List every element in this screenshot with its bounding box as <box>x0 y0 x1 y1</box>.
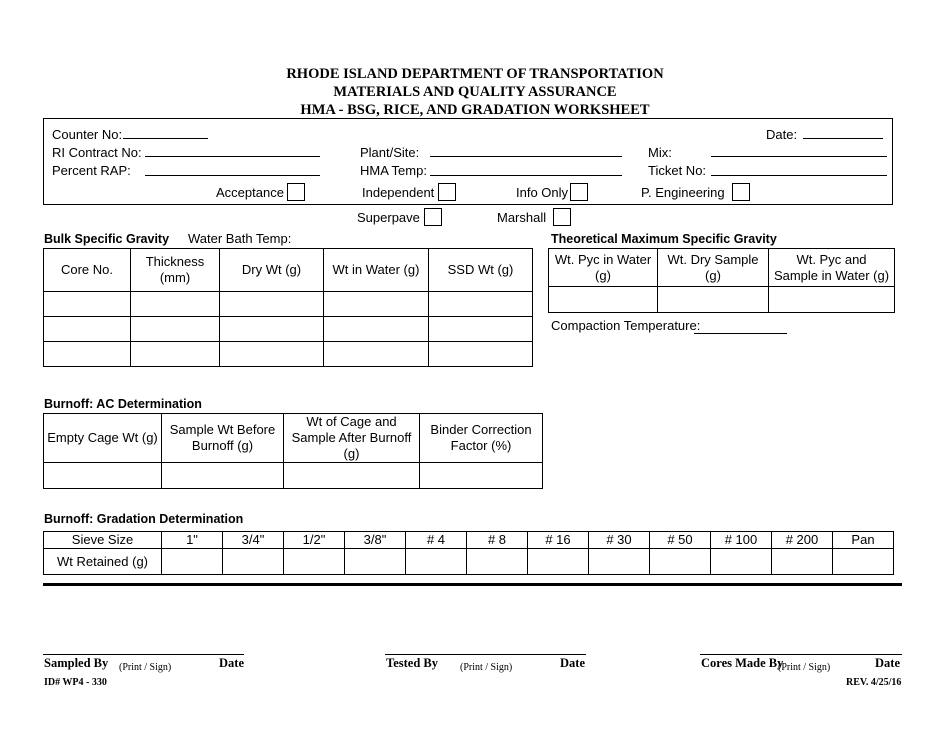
sieve-header-cell: 3/8" <box>345 532 406 549</box>
sampled-by-line[interactable] <box>43 654 244 655</box>
marshall-checkbox[interactable] <box>553 208 571 226</box>
mix-label: Mix: <box>648 145 672 160</box>
ac-header-cell: Empty Cage Wt (g) <box>44 414 162 463</box>
compaction-temp-field[interactable] <box>694 333 787 334</box>
ac-header-cell: Binder Correction Factor (%) <box>420 414 543 463</box>
cores-made-by-line[interactable] <box>700 654 902 655</box>
date-label: Date: <box>766 127 798 142</box>
bsg-cell[interactable] <box>429 317 533 342</box>
sieve-size-row <box>44 532 894 549</box>
sieve-header-cell: 1" <box>162 532 223 549</box>
wt-retained-label: Wt Retained (g) <box>44 549 162 575</box>
sieve-header-cell: 3/4" <box>223 532 284 549</box>
ac-cell[interactable] <box>284 463 420 489</box>
ac-header-row <box>44 414 543 463</box>
ac-header-cell: Sample Wt Before Burnoff (g) <box>162 414 284 463</box>
percent-rap-label: Percent RAP: <box>52 163 131 178</box>
bsg-header-row <box>44 249 533 292</box>
tmsg-cell[interactable] <box>549 287 658 313</box>
ac-cell[interactable] <box>44 463 162 489</box>
plant-site-field[interactable] <box>430 156 622 157</box>
bsg-cell[interactable] <box>44 292 131 317</box>
bsg-cell[interactable] <box>131 317 220 342</box>
gradation-title: Burnoff: Gradation Determination <box>44 512 244 526</box>
percent-rap-field[interactable] <box>145 175 320 176</box>
tested-by-date-label: Date <box>560 656 585 670</box>
tested-by-print-sign: (Print / Sign) <box>460 662 513 673</box>
wt-retained-cell[interactable] <box>162 549 223 575</box>
date-field[interactable] <box>803 138 883 139</box>
title-line-1: RHODE ISLAND DEPARTMENT OF TRANSPORTATION <box>286 66 664 82</box>
wt-retained-cell[interactable] <box>223 549 284 575</box>
bsg-cell[interactable] <box>324 317 429 342</box>
bsg-header-cell: SSD Wt (g) <box>429 249 533 292</box>
wt-retained-cell[interactable] <box>467 549 528 575</box>
ac-header-cell: Wt of Cage and Sample After Burnoff (g) <box>284 414 420 463</box>
bsg-cell[interactable] <box>131 342 220 367</box>
superpave-label: Superpave <box>357 210 420 225</box>
cores-made-by-print-sign: (Print / Sign) <box>778 662 831 673</box>
sampled-by-label: Sampled By <box>44 656 109 670</box>
revision-date: REV. 4/25/16 <box>846 677 902 688</box>
ac-table <box>43 413 543 489</box>
bsg-cell[interactable] <box>324 342 429 367</box>
acceptance-checkbox[interactable] <box>287 183 305 201</box>
info-only-label: Info Only <box>516 185 569 200</box>
wt-retained-cell[interactable] <box>711 549 772 575</box>
bsg-cell[interactable] <box>220 292 324 317</box>
table-row <box>44 463 543 489</box>
wt-retained-row <box>44 549 894 575</box>
bsg-cell[interactable] <box>131 292 220 317</box>
ac-title: Burnoff: AC Determination <box>44 397 202 411</box>
wt-retained-cell[interactable] <box>589 549 650 575</box>
mix-field[interactable] <box>711 156 887 157</box>
sieve-header-cell: # 8 <box>467 532 528 549</box>
wt-retained-cell[interactable] <box>284 549 345 575</box>
compaction-temp-label: Compaction Temperature: <box>551 318 701 333</box>
water-bath-temp-label: Water Bath Temp: <box>188 231 292 246</box>
sampled-by-print-sign: (Print / Sign) <box>119 662 172 673</box>
bsg-cell[interactable] <box>44 342 131 367</box>
ri-contract-no-label: RI Contract No: <box>52 145 142 160</box>
cores-made-by-label: Cores Made By <box>701 656 784 670</box>
hma-temp-field[interactable] <box>430 175 622 176</box>
gradation-table <box>43 531 894 575</box>
tmsg-header-row <box>549 249 895 287</box>
tested-by-label: Tested By <box>386 656 438 670</box>
ac-cell[interactable] <box>162 463 284 489</box>
bsg-cell[interactable] <box>429 292 533 317</box>
bsg-cell[interactable] <box>44 317 131 342</box>
table-row <box>44 342 533 367</box>
counter-no-label: Counter No: <box>52 127 123 142</box>
tmsg-header-cell: Wt. Pyc in Water (g) <box>549 249 658 287</box>
bsg-header-cell: Core No. <box>44 249 131 292</box>
table-row <box>44 292 533 317</box>
plant-site-label: Plant/Site: <box>360 145 420 160</box>
wt-retained-cell[interactable] <box>345 549 406 575</box>
form-id: ID# WP4 - 330 <box>44 677 107 688</box>
ticket-no-label: Ticket No: <box>648 163 707 178</box>
sieve-header-cell: Pan <box>833 532 894 549</box>
sieve-header-cell: 1/2" <box>284 532 345 549</box>
title-line-3: HMA - BSG, RICE, AND GRADATION WORKSHEET <box>300 102 650 118</box>
section-divider <box>43 583 902 586</box>
ac-cell[interactable] <box>420 463 543 489</box>
sieve-header-cell: # 30 <box>589 532 650 549</box>
marshall-label: Marshall <box>497 210 547 225</box>
bsg-header-cell: Wt in Water (g) <box>324 249 429 292</box>
bsg-title: Bulk Specific Gravity <box>44 232 170 246</box>
sampled-by-date-label: Date <box>219 656 244 670</box>
ri-contract-no-field[interactable] <box>145 156 320 157</box>
hma-temp-label: HMA Temp: <box>360 163 427 178</box>
wt-retained-cell[interactable] <box>650 549 711 575</box>
tmsg-header-cell: Wt. Dry Sample (g) <box>658 249 769 287</box>
sieve-header-cell: # 200 <box>772 532 833 549</box>
wt-retained-cell[interactable] <box>772 549 833 575</box>
tmsg-cell[interactable] <box>658 287 769 313</box>
bsg-cell[interactable] <box>324 292 429 317</box>
wt-retained-cell[interactable] <box>406 549 467 575</box>
tested-by-line[interactable] <box>385 654 586 655</box>
ticket-no-field[interactable] <box>711 175 887 176</box>
sieve-header-cell: # 16 <box>528 532 589 549</box>
sieve-header-cell: # 100 <box>711 532 772 549</box>
table-row <box>44 317 533 342</box>
superpave-checkbox[interactable] <box>424 208 442 226</box>
cores-made-by-date-label: Date <box>875 656 900 670</box>
sieve-size-label: Sieve Size <box>44 532 162 549</box>
title-line-2: MATERIALS AND QUALITY ASSURANCE <box>333 84 617 100</box>
bsg-cell[interactable] <box>429 342 533 367</box>
tmsg-title: Theoretical Maximum Specific Gravity <box>551 232 777 246</box>
p-engineering-label: P. Engineering <box>641 185 725 200</box>
tmsg-table <box>548 248 895 313</box>
tmsg-cell[interactable] <box>769 287 895 313</box>
bsg-header-cell: Thickness (mm) <box>131 249 220 292</box>
table-row <box>549 287 895 313</box>
sieve-header-cell: # 50 <box>650 532 711 549</box>
bsg-header-cell: Dry Wt (g) <box>220 249 324 292</box>
bsg-cell[interactable] <box>220 317 324 342</box>
bsg-cell[interactable] <box>220 342 324 367</box>
wt-retained-cell[interactable] <box>528 549 589 575</box>
info-only-checkbox[interactable] <box>570 183 588 201</box>
independent-checkbox[interactable] <box>438 183 456 201</box>
counter-no-field[interactable] <box>123 138 208 139</box>
sieve-header-cell: # 4 <box>406 532 467 549</box>
independent-label: Independent <box>362 185 435 200</box>
acceptance-label: Acceptance <box>216 185 284 200</box>
bsg-table <box>43 248 533 367</box>
p-engineering-checkbox[interactable] <box>732 183 750 201</box>
tmsg-header-cell: Wt. Pyc and Sample in Water (g) <box>769 249 895 287</box>
wt-retained-cell[interactable] <box>833 549 894 575</box>
